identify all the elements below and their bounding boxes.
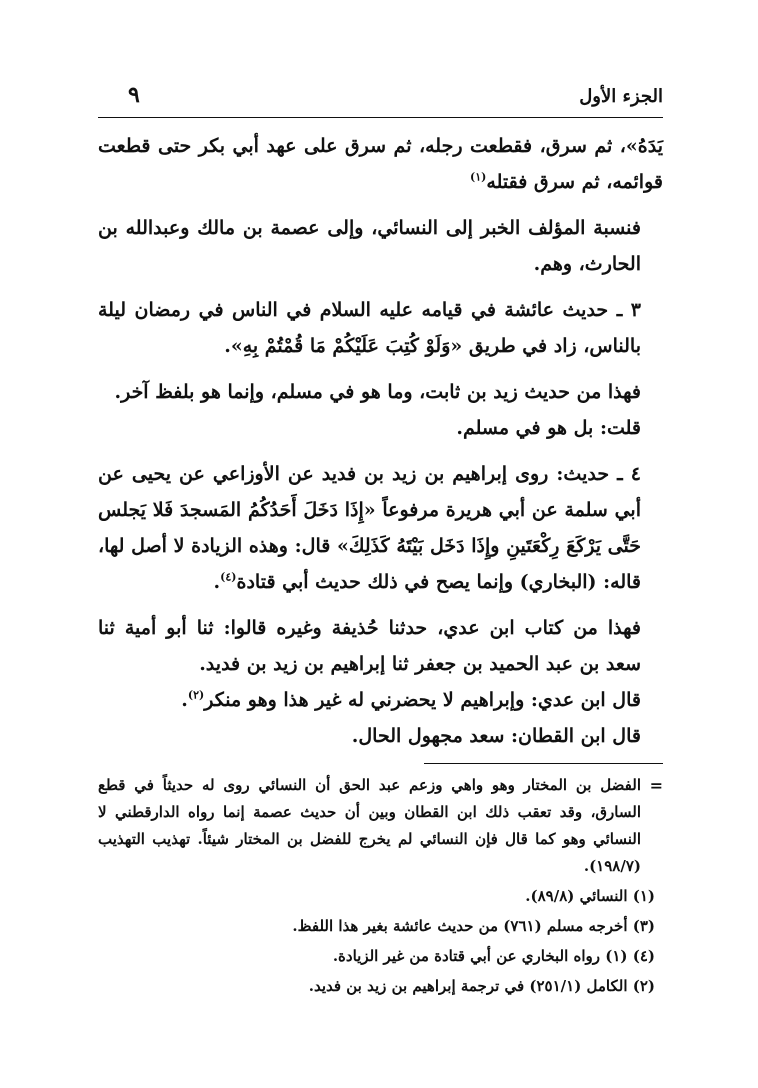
- paragraph-6: ٤ ـ حديث: روى إبراهيم بن زيد بن فديد عن الأوزاعي عن يحيى عن أبي سلمة عن أبي هريرة مرفوعاً «إِذَا دَخَلَ أَحَدُكُمُ المَسجدَ فَلا يَجلس حَتَّى يَرْكَعَ رِكْعَتَينِ وإِذَا دَخَل بَيْتَهُ كَذَلِكَ» قال: وهذه الزيادة لا أصل لها، قاله: (البخاري) وإنما يصح في ذلك حديث أبي قتادة$^{(٤)}$.: [98, 463, 641, 593]
- footnote-ref-2: (٢): [187, 688, 205, 702]
- paragraph-1: [98, 128, 663, 200]
- footnote-2: (٢) الكامل (٢٥١/١) في ترجمة إبراهيم بن زيد بن فديد.: [308, 977, 655, 995]
- paragraph-5: قلت: بل هو في مسلم.: [456, 417, 641, 439]
- paragraph-1-text: يَدَهُ»، ثم سرق، فقطعت رجله، ثم سرق على عهد أبي بكر حتى قطعت قوائمه، ثم سرق فقتله: [98, 135, 663, 193]
- running-title: الجزء الأول: [579, 86, 663, 107]
- footnote-4: (٤) (١) رواه البخاري عن أبي قتادة من غير الزيادة.: [332, 947, 655, 965]
- paragraph-3: ٣ ـ حديث عائشة في قيامه عليه السلام في الناس في رمضان ليلة بالناس، زاد في طريق «وَلَوْ كُتِبَ عَلَيْكُمْ مَا قُمْتُمْ بِهِ».: [98, 299, 641, 357]
- page-number: ٩: [128, 82, 140, 108]
- page-header: [98, 82, 663, 110]
- paragraph-6-text: ٤ ـ حديث: روى إبراهيم بن زيد بن فديد عن الأوزاعي عن يحيى عن أبي سلمة عن أبي هريرة مرفوعاً «إِذَا دَخَلَ أَحَدُكُمُ المَسجدَ فَلا يَجلس حَتَّى يَرْكَعَ رِكْعَتَينِ وإِذَا دَخَل بَيْتَهُ كَذَلِكَ» قال: وهذه الزيادة لا أصل لها، قاله: (البخاري) وإنما يصح في ذلك حديث أبي قتادة: [98, 463, 641, 593]
- paragraph-8: قال ابن عدي: وإبراهيم لا يحضرني له غير هذا وهو منكر$^{(٢)}$.: [181, 688, 641, 711]
- paragraph-7: فهذا من كتاب ابن عدي، حدثنا حُذيفة وغيره قالوا: ثنا أبو أمية ثنا سعد بن عبد الحميد بن جعفر ثنا إبراهيم بن زيد بن فديد.: [98, 617, 641, 675]
- continuation-mark: =: [649, 776, 663, 795]
- footnotes: [98, 772, 663, 1003]
- paragraph-2: فنسبة المؤلف الخبر إلى النسائي، وإلى عصمة بن مالك وعبدالله بن الحارث، وهم.: [98, 217, 641, 275]
- footnote-1: (١) النسائي (٨٩/٨).: [525, 887, 655, 905]
- footnote-3: (٣) أخرجه مسلم (٧٦١) من حديث عائشة بغير هذا اللفظ.: [292, 917, 655, 935]
- footnote-continuation-text: الفضل بن المختار وهو واهي وزعم عبد الحق أن النسائي روى له حديثاً في قطع السارق، وقد تعقب ذلك ابن القطان وبين أن حديث عصمة إنما رواه الدارقطني لا النسائي وهو كما قال فإن النسائي لم يخرج للفضل بن المختار شيئاً. تهذيب التهذيب (١٩٨/٧).: [98, 776, 641, 875]
- paragraph-8-text: قال ابن عدي: وإبراهيم لا يحضرني له غير هذا وهو منكر: [204, 689, 641, 711]
- footnote-ref-1: (١): [470, 170, 487, 184]
- footnote-continuation: [98, 772, 663, 880]
- footnote-rule: [424, 763, 663, 764]
- footnote-ref-4: (٤): [220, 570, 237, 584]
- main-text: [98, 128, 663, 764]
- paragraph-4: فهذا من حديث زيد بن ثابت، وما هو في مسلم، وإنما هو بلفظ آخر.: [114, 381, 641, 403]
- paragraph-9: قال ابن القطان: سعد مجهول الحال.: [351, 725, 641, 747]
- header-rule: [98, 117, 663, 118]
